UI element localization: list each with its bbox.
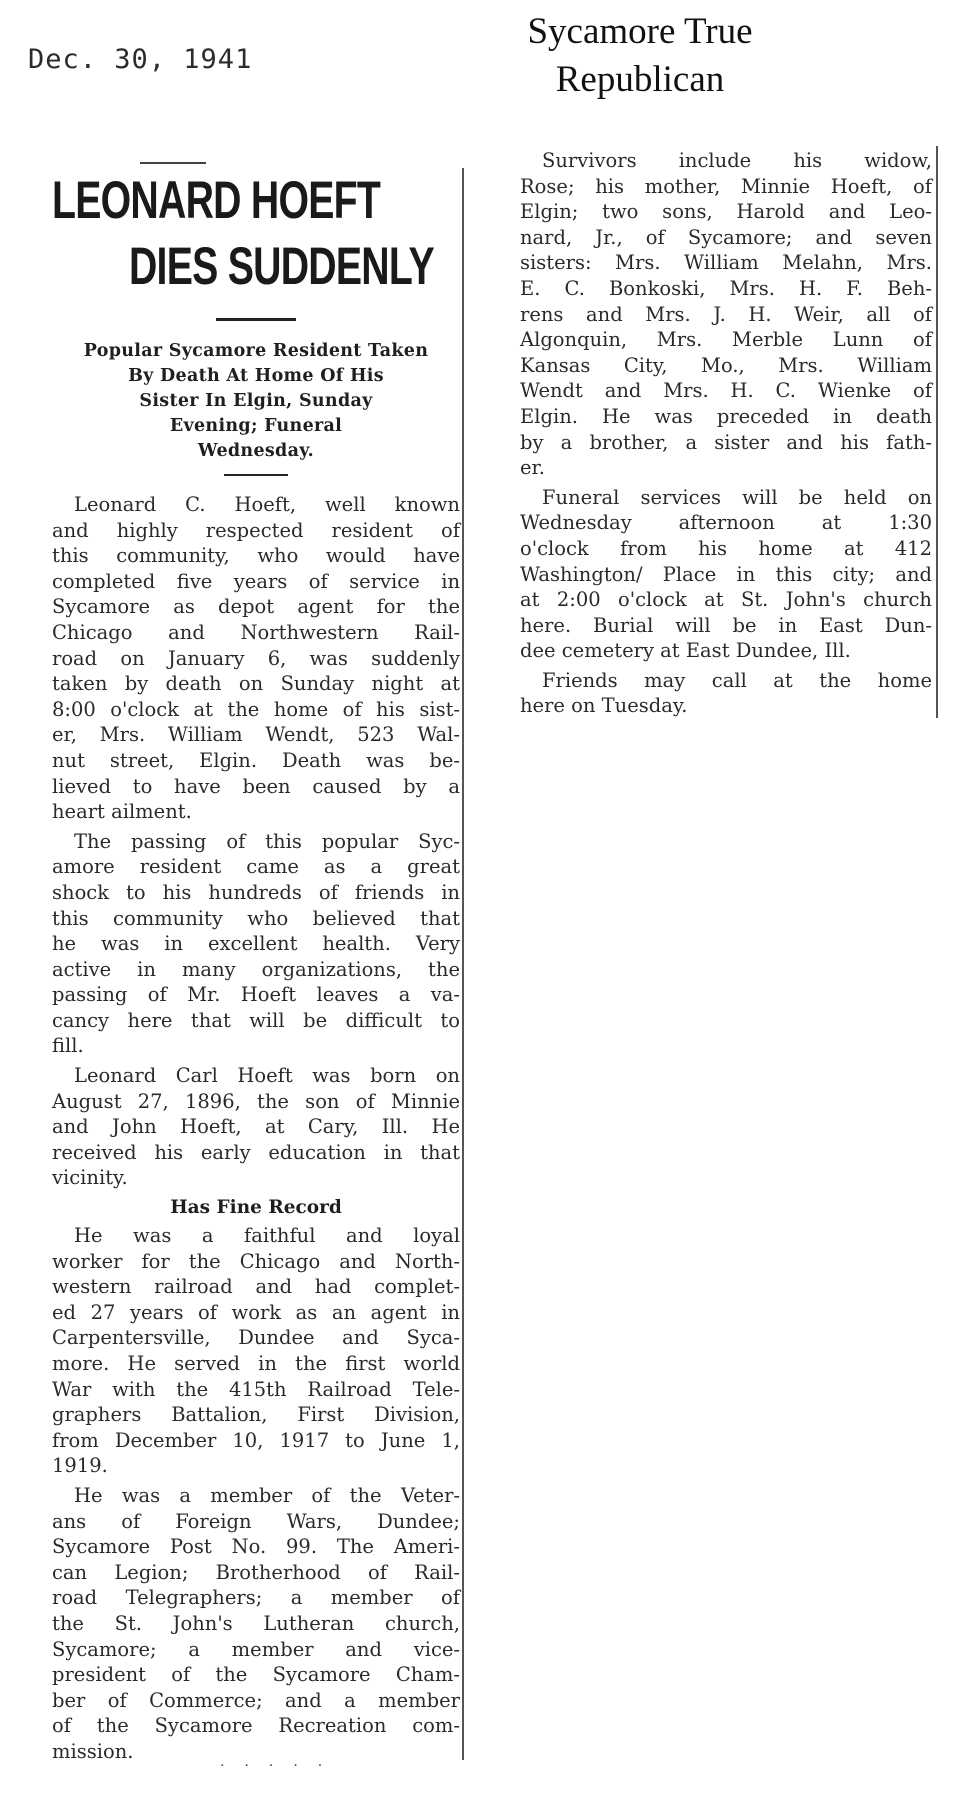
text-line: Carpentersville, Dundee and Syca- xyxy=(52,1326,460,1350)
text-line: 8:00 o'clock at the home of his sist- xyxy=(52,697,460,721)
text-line: dee cemetery at East Dundee, Ill. xyxy=(520,639,851,663)
subhead-line: Sister In Elgin, Sunday xyxy=(139,391,373,411)
paragraph xyxy=(520,668,932,719)
text-line: er, Mrs. William Wendt, 523 Wal- xyxy=(52,723,460,747)
text-line: by a brother, a sister and his fath- xyxy=(520,430,932,454)
article-column-right xyxy=(520,148,932,723)
text-line: this community who believed that xyxy=(52,906,460,930)
text-line: Leonard Carl Hoeft was born on xyxy=(74,1064,460,1088)
text-line: Wendt and Mrs. H. C. Wienke of xyxy=(520,379,932,403)
text-line: heart ailment. xyxy=(52,800,192,824)
text-line: taken by death on Sunday night at xyxy=(52,672,460,696)
headline-line1: LEONARD HOEFT xyxy=(52,171,381,230)
headline-line2: DIES SUDDENLY xyxy=(128,237,434,296)
headline-rule xyxy=(216,318,296,321)
newspaper-name-line2: Republican xyxy=(555,59,725,100)
text-line: Elgin. He was preceded in death xyxy=(520,404,932,428)
text-line: the St. John's Lutheran church, xyxy=(52,1611,460,1635)
subhead-line: By Death At Home Of His xyxy=(128,366,384,386)
text-line: Wednesday afternoon at 1:30 xyxy=(520,511,932,535)
text-line: Leonard C. Hoeft, well known xyxy=(74,493,460,516)
body-text-block xyxy=(520,148,932,719)
text-line: Kansas City, Mo., Mrs. William xyxy=(520,353,932,377)
body-text-block xyxy=(52,1223,460,1764)
subhead-rule xyxy=(224,474,288,476)
text-line: active in many organizations, the xyxy=(52,957,460,981)
text-line: Funeral services will be held on xyxy=(542,485,932,509)
text-line: o'clock from his home at 412 xyxy=(520,536,932,560)
text-line: 1919. xyxy=(52,1454,108,1478)
text-line: amore resident came as a great xyxy=(52,855,460,879)
text-line: Survivors include his widow, xyxy=(542,149,932,172)
paragraph xyxy=(520,148,932,481)
text-line: He was a faithful and loyal xyxy=(74,1224,460,1248)
text-line: road Telegraphers; a member of xyxy=(52,1586,460,1610)
text-line: War with the 415th Railroad Tele- xyxy=(52,1377,460,1401)
paragraph xyxy=(52,1223,460,1479)
paragraph xyxy=(52,492,460,825)
paragraph xyxy=(52,1063,460,1191)
text-line: passing of Mr. Hoeft leaves a va- xyxy=(52,983,460,1007)
text-line: mission. xyxy=(52,1739,134,1763)
text-line: ans of Foreign Wars, Dundee; xyxy=(52,1509,460,1533)
column-divider-right xyxy=(936,146,938,718)
text-line: road on January 6, was suddenly xyxy=(52,646,460,670)
text-line: and highly respected resident of xyxy=(52,518,460,542)
text-line: western railroad and had complet- xyxy=(52,1275,460,1299)
text-line: cancy here that will be difficult to xyxy=(52,1008,460,1032)
text-line: Sycamore as depot agent for the xyxy=(52,595,460,619)
subhead-line: Wednesday. xyxy=(197,441,315,461)
text-line: completed five years of service in xyxy=(52,569,460,593)
text-line: ed 27 years of work as an agent in xyxy=(52,1300,460,1324)
text-line: at 2:00 o'clock at St. John's church xyxy=(520,588,932,612)
text-line: Sycamore; a member and vice- xyxy=(52,1637,460,1661)
text-line: received his early education in that xyxy=(52,1140,460,1164)
text-line: of the Sycamore Recreation com- xyxy=(52,1714,460,1738)
text-line: Elgin; two sons, Harold and Leo- xyxy=(520,200,932,224)
paragraph xyxy=(520,485,932,664)
text-line: from December 10, 1917 to June 1, xyxy=(52,1428,460,1452)
text-line: nard, Jr., of Sycamore; and seven xyxy=(520,225,932,249)
text-line: vicinity. xyxy=(52,1166,128,1190)
text-line: Chicago and Northwestern Rail- xyxy=(52,620,460,644)
text-line: fill. xyxy=(52,1034,84,1058)
text-line: E. C. Bonkoski, Mrs. H. F. Beh- xyxy=(520,276,932,300)
body-text-block xyxy=(52,492,460,1191)
newspaper-name-line1: Sycamore True xyxy=(527,11,753,52)
text-line: and John Hoeft, at Cary, Ill. He xyxy=(52,1115,460,1139)
text-line: Washington/ Place in this city; and xyxy=(520,562,932,586)
text-line: August 27, 1896, the son of Minnie xyxy=(52,1089,460,1113)
text-line: here on Tuesday. xyxy=(520,694,688,718)
text-line: more. He served in the first world xyxy=(52,1352,460,1375)
text-line: can Legion; Brotherhood of Rail- xyxy=(52,1560,460,1584)
section-heading: Has Fine Record xyxy=(170,1197,342,1219)
text-line: graphers Battalion, First Division, xyxy=(52,1403,460,1427)
subheadline xyxy=(52,339,460,464)
text-line: rens and Mrs. J. H. Weir, all of xyxy=(520,302,932,326)
text-line: Algonquin, Mrs. Merble Lunn of xyxy=(520,328,932,352)
text-line: er. xyxy=(520,456,545,480)
text-line: The passing of this popular Syc- xyxy=(74,829,460,853)
text-line: Rose; his mother, Minnie Hoeft, of xyxy=(520,174,932,198)
paragraph xyxy=(52,1483,460,1765)
clipping-date: Dec. 30, 1941 xyxy=(28,44,253,75)
article-column-left xyxy=(52,158,460,1769)
text-line: worker for the Chicago and North- xyxy=(52,1249,460,1273)
text-line: He was a member of the Veter- xyxy=(74,1483,460,1507)
text-line: president of the Sycamore Cham- xyxy=(52,1663,460,1687)
text-line: nut street, Elgin. Death was be- xyxy=(52,748,460,772)
text-line: ber of Commerce; and a member xyxy=(52,1688,460,1712)
text-line: this community, who would have xyxy=(52,544,460,568)
text-line: Friends may call at the home xyxy=(542,668,932,692)
newspaper-name xyxy=(505,8,775,104)
text-line: shock to his hundreds of friends in xyxy=(52,880,460,904)
subhead-line: Evening; Funeral xyxy=(169,416,343,436)
text-line: sisters: Mrs. William Melahn, Mrs. xyxy=(520,251,932,275)
text-line: here. Burial will be in East Dun- xyxy=(520,613,932,637)
column-divider-left xyxy=(462,168,464,1760)
text-line: Sycamore Post No. 99. The Ameri- xyxy=(52,1535,460,1559)
end-mark: ····· xyxy=(220,1758,343,1774)
text-line: he was in excellent health. Very xyxy=(52,932,460,956)
paragraph xyxy=(52,829,460,1059)
text-line: lieved to have been caused by a xyxy=(52,774,460,798)
headline xyxy=(52,168,460,306)
subhead-line: Popular Sycamore Resident Taken xyxy=(83,341,429,361)
